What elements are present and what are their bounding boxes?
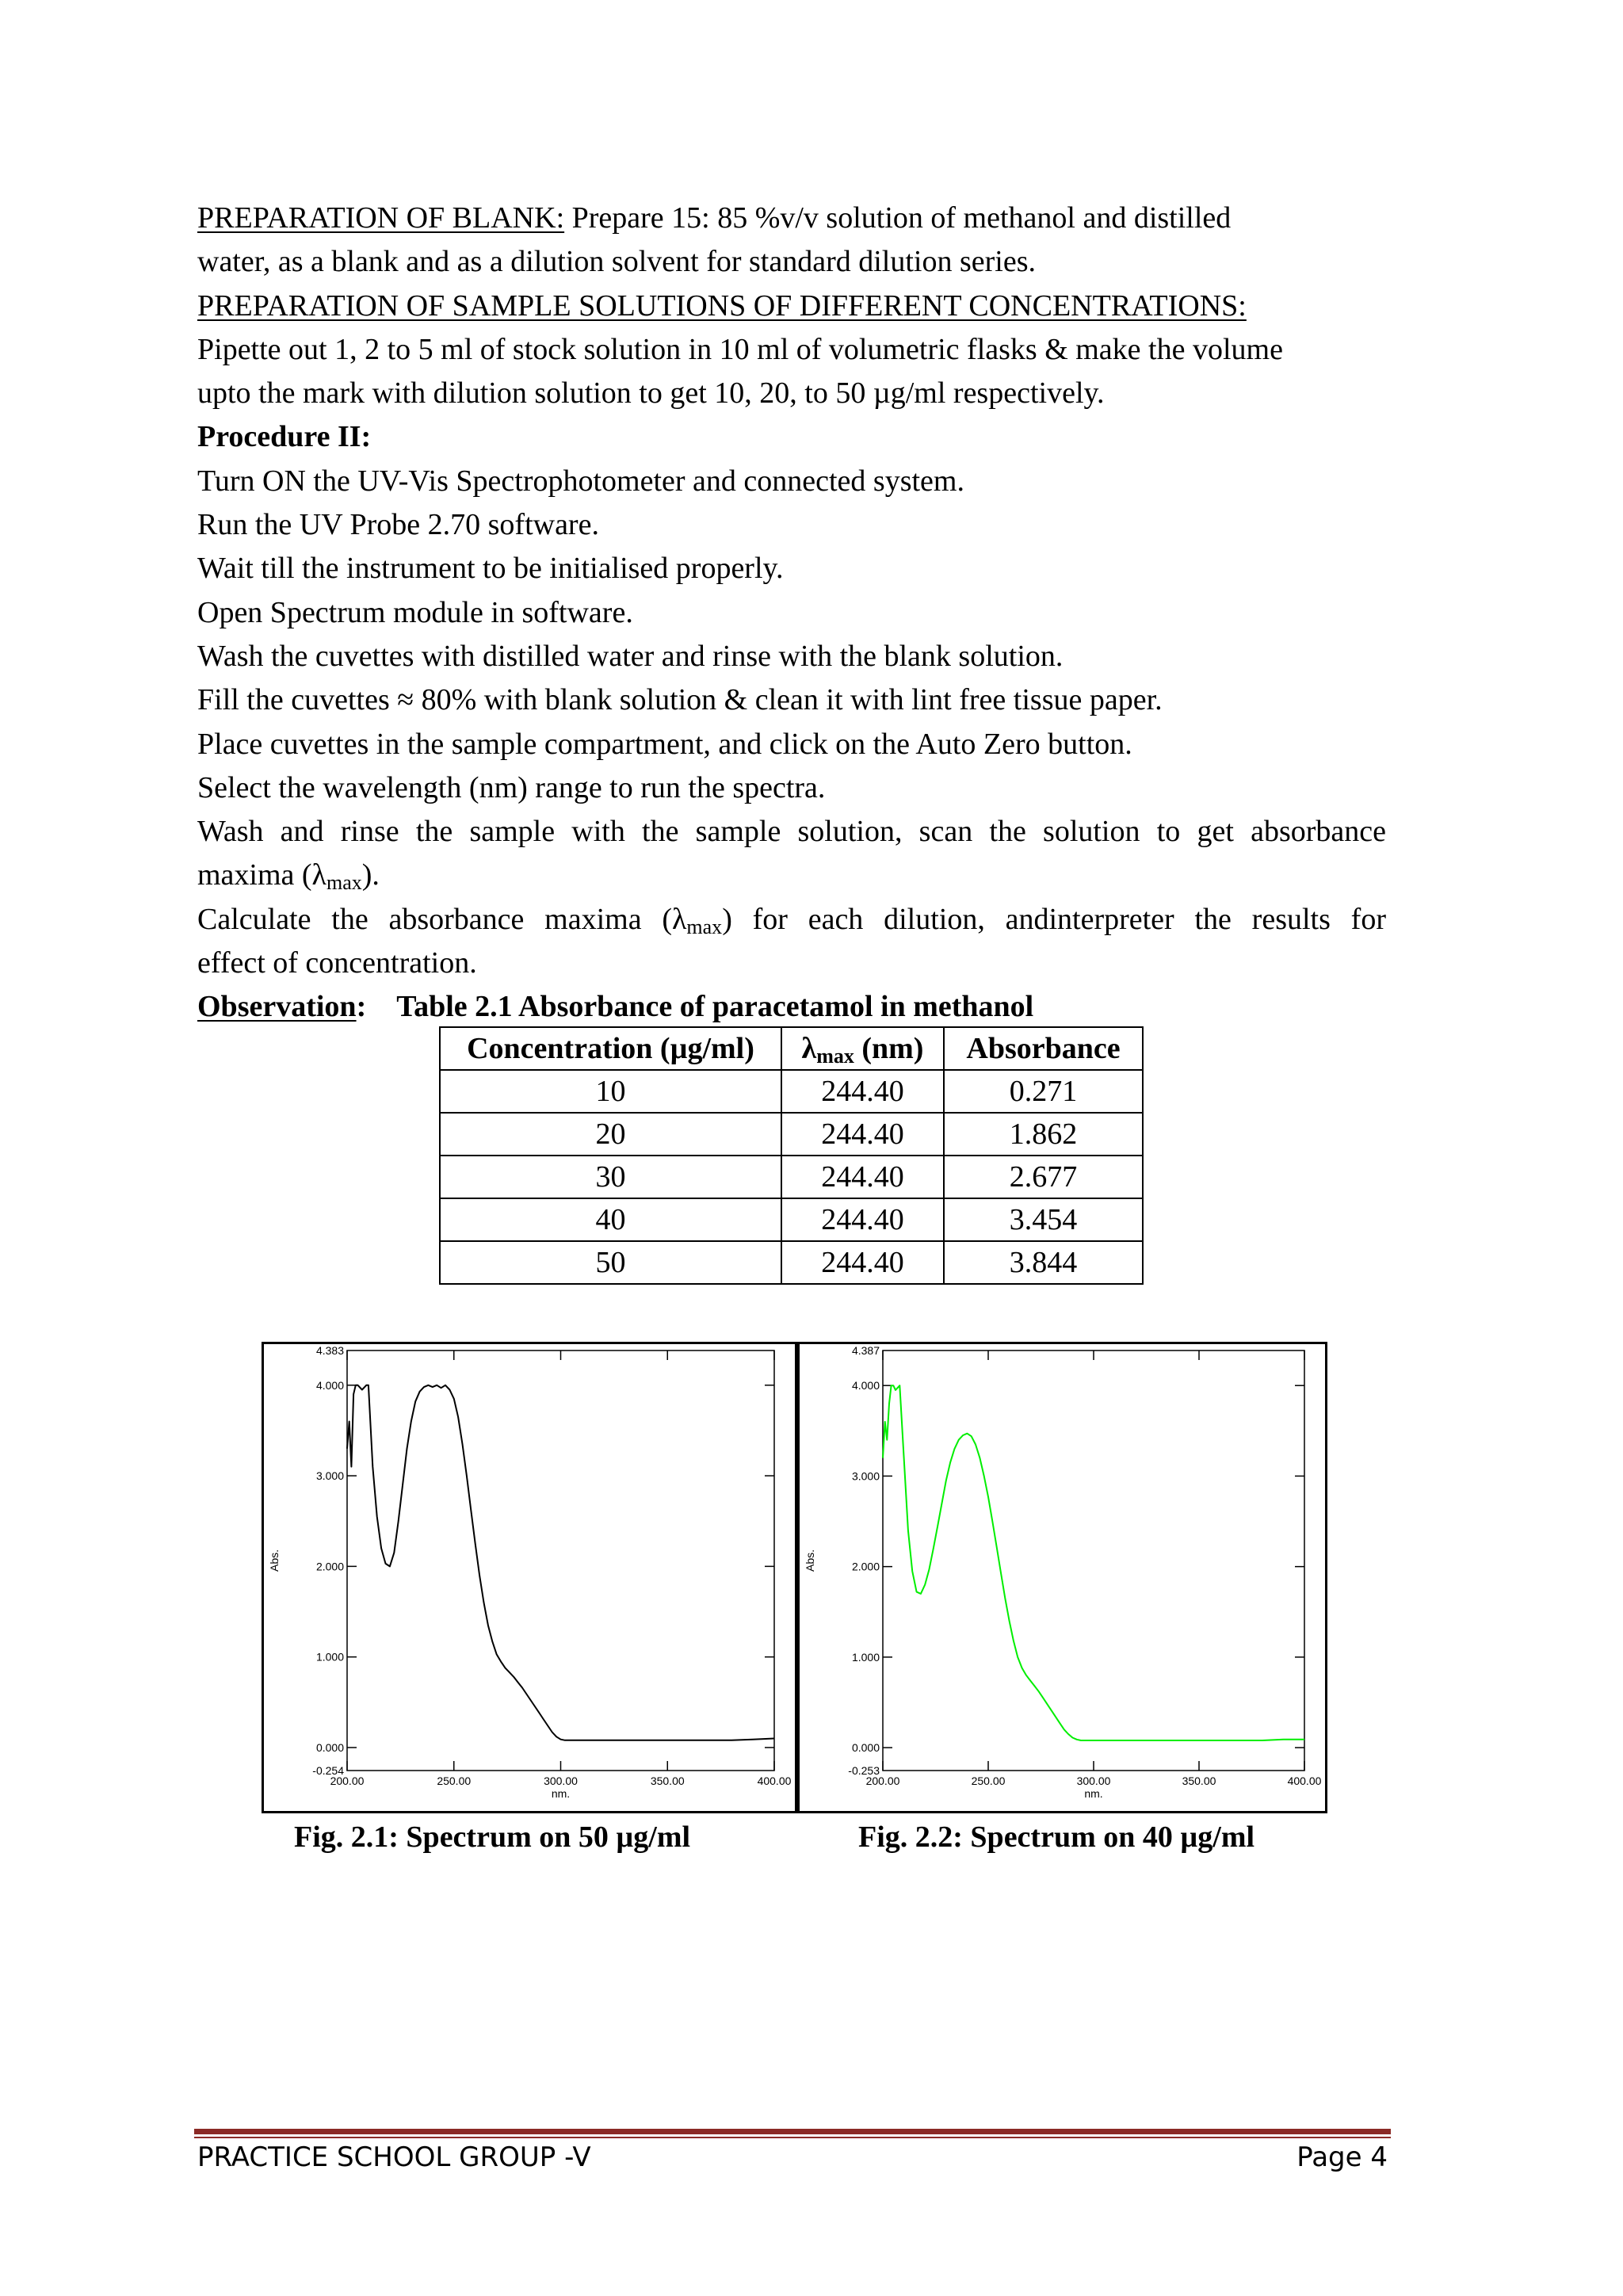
table-cell-lambda: 244.40: [781, 1198, 944, 1241]
footer-group-name: PRACTICE SCHOOL GROUP -V: [197, 2141, 591, 2173]
procedure-step: Fill the cuvettes ≈ 80% with blank solution & clean it with lint free tissue paper.: [197, 683, 1163, 717]
spectrum-figure-50: [262, 1342, 797, 1813]
spectrum-chart: [264, 1344, 795, 1811]
table-cell-conc: 10: [440, 1070, 781, 1113]
step9-text-a: maxima (λ: [197, 858, 327, 892]
x-tick-label: 350.00: [1182, 1775, 1216, 1787]
table-row: [440, 1198, 1143, 1241]
step10-text-a: Calculate the absorbance maxima (λ: [197, 902, 687, 936]
procedure-step: Place cuvettes in the sample compartment, and click on the Auto Zero button.: [197, 727, 1132, 761]
header-absorbance: Absorbance: [944, 1027, 1143, 1070]
procedure-step: Wait till the instrument to be initialised properly.: [197, 552, 784, 586]
y-tick-label: 2.000: [315, 1560, 344, 1573]
table-cell-lambda: 244.40: [781, 1156, 944, 1198]
table-row: [440, 1241, 1143, 1284]
table-body: [440, 1070, 1143, 1284]
blank-line-1: [197, 197, 1386, 240]
spectrum-line: [883, 1385, 1304, 1740]
x-tick-label: 200.00: [865, 1775, 900, 1787]
table-row: [440, 1156, 1143, 1198]
x-tick-label: 400.00: [757, 1775, 792, 1787]
step9-text-b: ).: [361, 858, 380, 892]
x-tick-label: 200.00: [330, 1775, 365, 1787]
x-tick-label: 300.00: [544, 1775, 578, 1787]
y-tick-label: 2.000: [851, 1560, 880, 1573]
procedure-step: Turn ON the UV-Vis Spectrophotometer and connected system.: [197, 464, 964, 498]
spectrum-chart: [800, 1344, 1325, 1811]
y-tick-label: 4.383: [315, 1344, 344, 1357]
x-axis-label: nm.: [1084, 1787, 1103, 1800]
header-lambda-sub: max: [816, 1045, 854, 1068]
page-number: Page 4: [1296, 2141, 1388, 2173]
header-lambda-max: [781, 1027, 944, 1070]
table-cell-conc: 40: [440, 1198, 781, 1241]
y-axis-label: Abs.: [268, 1549, 281, 1572]
table-title: Table 2.1 Absorbance of paracetamol in methanol: [396, 990, 1034, 1024]
spectrum-figure-40: [797, 1342, 1327, 1813]
lambda-max-subscript: max: [686, 915, 723, 938]
table-row: [440, 1113, 1143, 1156]
samples-text-2: upto the mark with dilution solution to get 10, 20, to 50 µg/ml respectively.: [197, 376, 1105, 411]
step10-text-b: ) for each dilution, andinterpreter the results for: [722, 902, 1386, 936]
blank-text-1: Prepare 15: 85 %v/v solution of methanol and distilled: [564, 201, 1232, 235]
y-tick-label: 3.000: [851, 1469, 880, 1483]
samples-text-1: Pipette out 1, 2 to 5 ml of stock solution in 10 ml of volumetric flasks & make the volume: [197, 332, 1283, 366]
y-tick-label: 4.000: [851, 1379, 880, 1392]
procedure-step: Wash the cuvettes with distilled water and rinse with the blank solution.: [197, 639, 1064, 673]
spectrum-line: [347, 1385, 774, 1740]
x-tick-label: 350.00: [650, 1775, 685, 1787]
procedure-step-9-line-1: Wash and rinse the sample with the sample solution, scan the solution to get absorbance: [197, 815, 1386, 849]
absorbance-table: [439, 1026, 1144, 1285]
table-cell-abs: 2.677: [944, 1156, 1143, 1198]
figure-caption-50: Fig. 2.1: Spectrum on 50 µg/ml: [294, 1820, 691, 1854]
procedure-step: Select the wavelength (nm) range to run the spectra.: [197, 770, 826, 804]
procedure-step-10-line-1: [197, 898, 1386, 942]
table-cell-conc: 50: [440, 1241, 781, 1284]
table-row: [440, 1070, 1143, 1113]
plot-frame: [883, 1350, 1304, 1771]
plot-frame: [347, 1350, 774, 1771]
procedure-heading: Procedure II:: [197, 420, 372, 454]
procedure-step: Open Spectrum module in software.: [197, 595, 633, 629]
x-tick-label: 300.00: [1076, 1775, 1111, 1787]
lambda-max-subscript: max: [326, 871, 362, 895]
y-tick-label: 4.000: [315, 1378, 344, 1392]
x-tick-label: 250.00: [971, 1775, 1006, 1787]
procedure-step: Run the UV Probe 2.70 software.: [197, 508, 599, 542]
table-cell-lambda: 244.40: [781, 1113, 944, 1156]
table-cell-conc: 20: [440, 1113, 781, 1156]
y-tick-label: 1.000: [851, 1650, 880, 1664]
x-tick-label: 250.00: [437, 1775, 472, 1787]
table-cell-abs: 3.844: [944, 1241, 1143, 1284]
footer-rule-thin: [194, 2137, 1391, 2138]
y-tick-label: -0.254: [312, 1764, 344, 1777]
y-tick-label: 4.387: [851, 1344, 880, 1357]
table-cell-abs: 3.454: [944, 1198, 1143, 1241]
table-cell-conc: 30: [440, 1156, 781, 1198]
observation-colon: :: [356, 990, 367, 1024]
table-header-row: [440, 1027, 1143, 1070]
document-body: [197, 197, 1386, 1030]
procedure-step-10-line-2: effect of concentration.: [197, 946, 477, 980]
header-lambda-unit: (nm): [854, 1032, 924, 1065]
procedure-steps: [197, 460, 1386, 810]
figure-caption-40: Fig. 2.2: Spectrum on 40 µg/ml: [858, 1820, 1255, 1854]
blank-heading: PREPARATION OF BLANK:: [197, 201, 565, 235]
x-tick-label: 400.00: [1287, 1775, 1322, 1787]
procedure-step-9-line-2: [197, 854, 1386, 897]
footer-rule-thick: [194, 2129, 1391, 2134]
table-cell-lambda: 244.40: [781, 1070, 944, 1113]
observation-label: Observation: [197, 990, 357, 1024]
observation-line: [197, 985, 1386, 1029]
samples-heading: PREPARATION OF SAMPLE SOLUTIONS OF DIFFERENT CONCENTRATIONS:: [197, 288, 1247, 323]
table-cell-abs: 1.862: [944, 1113, 1143, 1156]
header-lambda: λ: [801, 1032, 817, 1065]
y-tick-label: 0.000: [315, 1740, 344, 1754]
table-cell-lambda: 244.40: [781, 1241, 944, 1284]
y-tick-label: 0.000: [851, 1741, 880, 1755]
y-tick-label: -0.253: [848, 1764, 880, 1777]
y-tick-label: 3.000: [315, 1469, 344, 1483]
header-concentration: Concentration (µg/ml): [440, 1027, 781, 1070]
y-tick-label: 1.000: [315, 1650, 344, 1664]
y-axis-label: Abs.: [804, 1549, 816, 1572]
x-axis-label: nm.: [551, 1787, 571, 1800]
table-cell-abs: 0.271: [944, 1070, 1143, 1113]
blank-text-2: water, as a blank and as a dilution solvent for standard dilution series.: [197, 245, 1036, 279]
